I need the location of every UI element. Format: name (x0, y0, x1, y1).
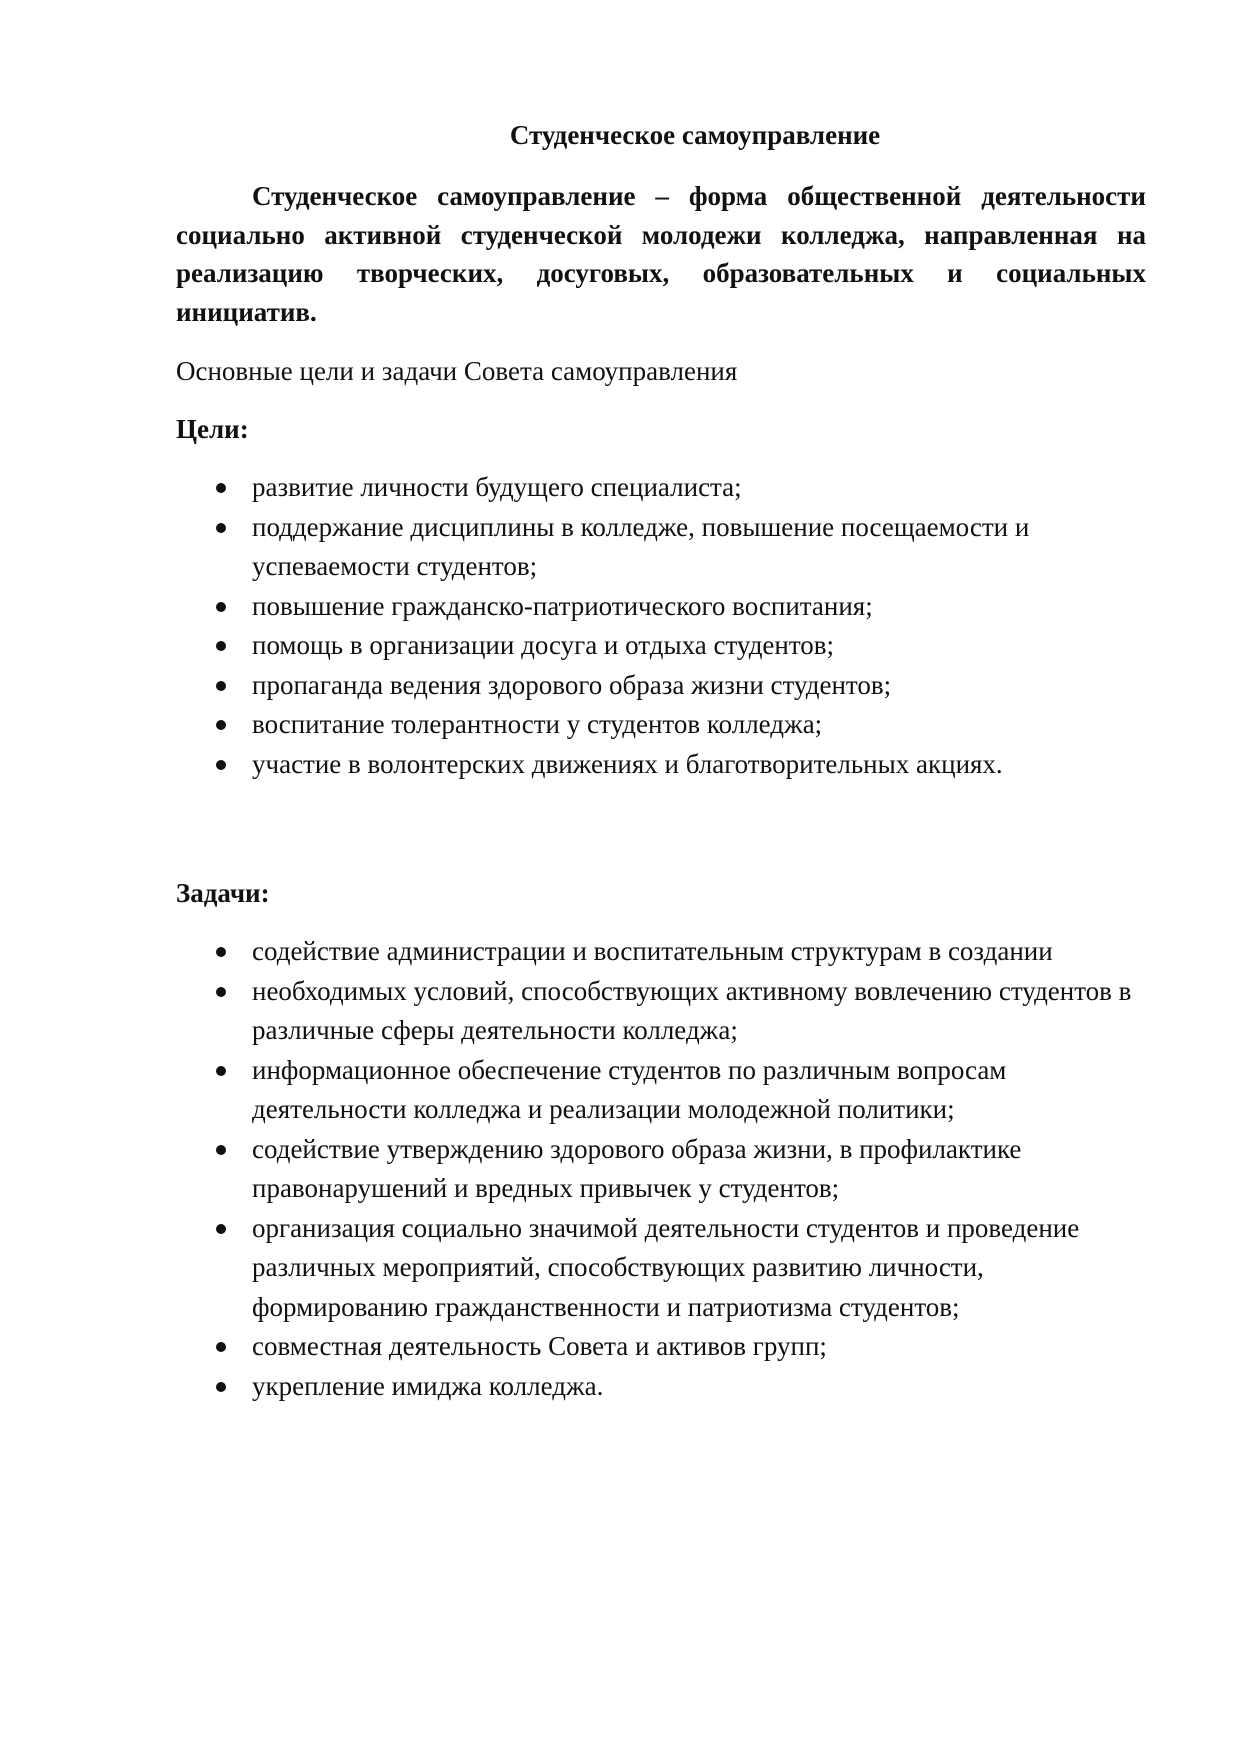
list-item (0, 508, 1240, 587)
bullet-icon (216, 523, 226, 533)
list-item (0, 705, 1240, 745)
list-item (0, 1209, 1240, 1328)
bullet-icon (216, 641, 226, 651)
bullet-icon (216, 720, 226, 730)
bullet-icon (216, 1066, 226, 1076)
list-item-text: пропаганда ведения здорового образа жизни студентов; (252, 669, 892, 700)
bullet-icon (216, 987, 226, 997)
list-item (0, 468, 1240, 508)
list-item (0, 932, 1240, 972)
list-item-text: помощь в организации досуга и отдыха студентов; (252, 630, 835, 660)
list-item-text: содействие утверждению здорового образа жизни, в профилактике правонарушений и вредных привычек у студентов; (252, 1133, 1022, 1203)
list-item-text: необходимых условий, способствующих активному вовлечению студентов в различные сферы деятельности колледжа; (252, 975, 1132, 1045)
list-item-text: развитие личности будущего специалиста; (252, 472, 742, 502)
list-item-text: информационное обеспечение студентов по различным вопросам деятельности колледжа и реализации молодежной политики; (252, 1054, 1007, 1124)
bullet-icon (216, 1224, 226, 1234)
bullet-icon (216, 1342, 226, 1352)
tasks-heading: Задачи: (176, 878, 270, 908)
list-item (0, 666, 1240, 706)
list-item-text: участие в волонтерских движениях и благотворительных акциях. (252, 748, 1003, 779)
bullet-icon (216, 602, 226, 612)
list-item (0, 1130, 1240, 1209)
section-subtitle: Основные цели и задачи Совета самоуправления (176, 356, 738, 386)
list-item (0, 1327, 1240, 1367)
list-item (0, 972, 1240, 1051)
document-title: Студенческое самоуправление (509, 120, 881, 150)
list-item-text: повышение гражданско-патриотического воспитания; (252, 590, 873, 621)
list-item-text: организация социально значимой деятельности студентов и проведение различных мероприятий, способствующих развитию личности, формированию гражданственности и патриотизма студентов; (252, 1212, 1080, 1322)
bullet-icon (216, 947, 226, 957)
list-item (0, 745, 1240, 785)
bullet-icon (216, 1145, 226, 1155)
goals-heading: Цели: (176, 414, 249, 444)
list-item-text: воспитание толерантности у студентов колледжа; (252, 709, 823, 739)
list-item-text: содействие администрации и воспитательным структурам в создании (252, 936, 1053, 966)
goals-list (0, 468, 1240, 784)
tasks-list (0, 932, 1240, 1406)
list-item (0, 1367, 1240, 1407)
bullet-icon (216, 681, 226, 691)
list-item-text: укрепление имиджа колледжа. (252, 1370, 604, 1401)
list-item-text: поддержание дисциплины в колледже, повышение посещаемости и успеваемости студентов; (252, 511, 1030, 581)
bullet-icon (216, 1382, 226, 1392)
list-item-text: совместная деятельность Совета и активов групп; (252, 1331, 827, 1361)
list-item (0, 1051, 1240, 1130)
bullet-icon (216, 760, 226, 770)
list-item (0, 587, 1240, 627)
bullet-icon (216, 483, 226, 493)
list-item (0, 626, 1240, 666)
definition-paragraph: Студенческое самоуправление – форма общественной деятельности социально активной студенческой молодежи колледжа, направленная на реализацию творческих, досуговых, образовательных и социальных инициатив. (176, 181, 1146, 327)
